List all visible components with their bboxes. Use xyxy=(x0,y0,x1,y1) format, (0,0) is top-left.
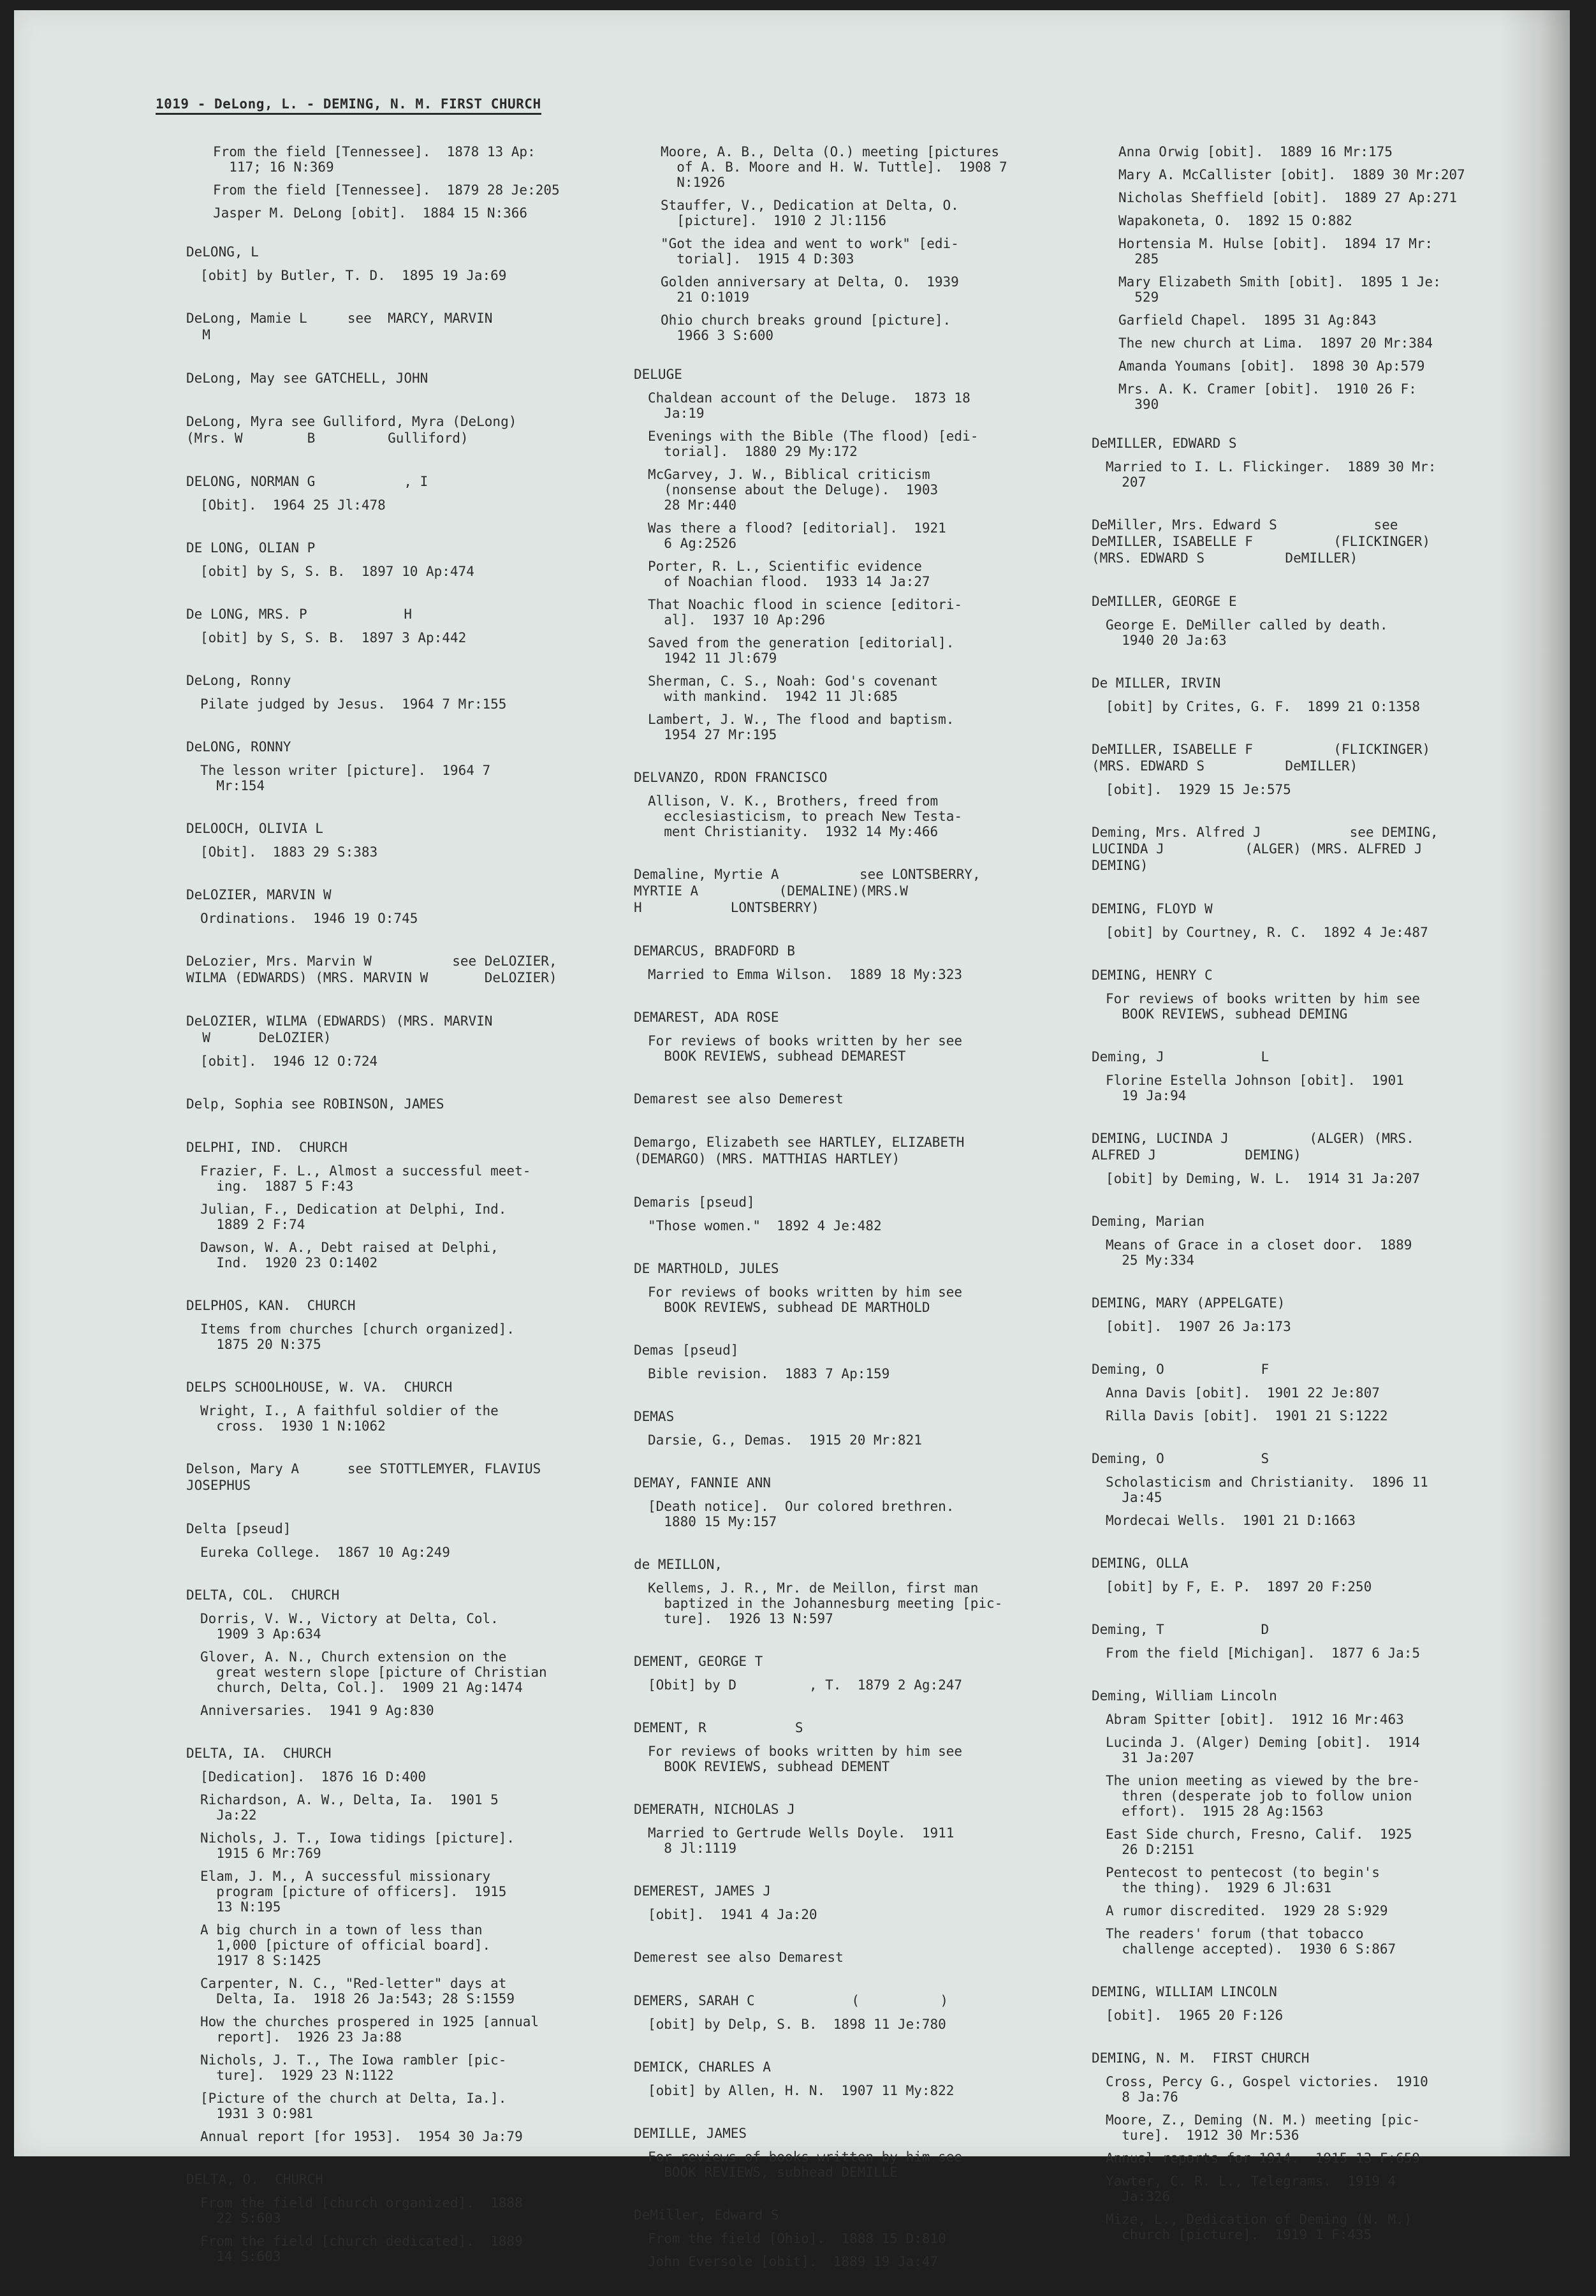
citation: Moore, Z., Deming (N. M.) meeting [pic- ture]. 1912 30 Mr:536 xyxy=(1106,2112,1421,2143)
index-entry xyxy=(634,1009,1074,1064)
index-entry xyxy=(634,1556,1074,1626)
column-3 xyxy=(1092,144,1532,2269)
entry-heading: Demarest see also Demerest xyxy=(634,1091,844,1107)
index-entry xyxy=(186,672,626,712)
citation: From the field [Ohio]. 1888 15 D:810 xyxy=(648,2231,946,2246)
citation: Mary Elizabeth Smith [obit]. 1895 1 Je: 529 xyxy=(1118,274,1441,305)
citation: For reviews of books written by her see BOOK REVIEWS, subhead DEMAREST xyxy=(648,1033,963,1064)
entry-heading: DELPHOS, KAN. CHURCH xyxy=(186,1298,356,1313)
column-1 xyxy=(186,144,626,2291)
entry-heading: Deming, J L xyxy=(1092,1049,1270,1064)
index-entry xyxy=(1092,1983,1532,2023)
citation: Saved from the generation [editorial]. 1942 11 Jl:679 xyxy=(648,635,955,666)
index-entry xyxy=(186,2171,626,2264)
entry-heading: Demas [pseud] xyxy=(634,1343,739,1358)
citation: For reviews of books written by him see BOOK REVIEWS, subhead DEMILLE xyxy=(648,2149,963,2180)
citation: East Side church, Fresno, Calif. 1925 26 D:2151 xyxy=(1106,1827,1412,1857)
entry-heading: DeMILLER, GEORGE E xyxy=(1092,594,1237,609)
index-entry xyxy=(1092,1555,1532,1594)
citation: Annual reports for 1914. 1915 13 F:659 xyxy=(1106,2151,1421,2166)
column-2 xyxy=(634,144,1074,2296)
citation: Carpenter, N. C., "Red-letter" days at Delta, Ia. 1918 26 Ja:543; 28 S:1559 xyxy=(200,1976,515,2006)
index-entry xyxy=(634,1801,1074,1856)
index-entry xyxy=(1092,1688,1532,1957)
index-entry xyxy=(634,1260,1074,1315)
citation: [Picture of the church at Delta, Ia.]. 1931 3 O:981 xyxy=(200,2091,507,2121)
citation: Annual report [for 1953]. 1954 30 Ja:79 xyxy=(200,2129,523,2144)
index-entry xyxy=(186,820,626,860)
citation: From the field [church dedicated]. 1889 14 S:603 xyxy=(200,2233,523,2264)
index-entry xyxy=(634,1342,1074,1381)
citation: John Eversole [obit]. 1889 19 Ja:47 xyxy=(648,2254,939,2269)
index-entry xyxy=(186,473,626,513)
citation: "Got the idea and went to work" [edi- torial]. 1915 4 D:303 xyxy=(661,236,959,267)
index-entry xyxy=(186,1379,626,1434)
citation: [obit] by S, S. B. 1897 10 Ap:474 xyxy=(200,564,474,579)
entry-heading: Deming, O S xyxy=(1092,1451,1270,1466)
index-entry xyxy=(634,1653,1074,1693)
index-entry xyxy=(634,2059,1074,2098)
citation: Cross, Percy G., Gospel victories. 1910 8 Ja:76 xyxy=(1106,2074,1428,2105)
index-entry xyxy=(1092,1213,1532,1268)
index-entry xyxy=(1092,1361,1532,1424)
entry-heading: Deming, Marian xyxy=(1092,1214,1205,1229)
citation: The union meeting as viewed by the bre- thren (desperate job to follow union effort). 1915 28 Ag:1563 xyxy=(1106,1773,1421,1819)
index-entry xyxy=(634,1992,1074,2032)
index-entry xyxy=(634,1408,1074,1448)
index-entry xyxy=(634,1949,1074,1966)
entry-heading: DELPHI, IND. CHURCH xyxy=(186,1140,348,1155)
entry-heading: DELUGE xyxy=(634,367,682,382)
citation: For reviews of books written by him see BOOK REVIEWS, subhead DEMING xyxy=(1106,991,1421,1022)
citation: Nichols, J. T., Iowa tidings [picture]. 1915 6 Mr:769 xyxy=(200,1830,515,1861)
citation: Garfield Chapel. 1895 31 Ag:843 xyxy=(1118,313,1377,328)
citation: "Those women." 1892 4 Je:482 xyxy=(648,1218,882,1233)
entry-heading: Delp, Sophia see ROBINSON, JAMES xyxy=(186,1096,444,1112)
continued-entry xyxy=(186,144,626,221)
citation: Mize, L., Dedication of Deming (N. M.) church [picture]. 1919 1 F:435 xyxy=(1106,2212,1412,2242)
entry-heading: DeLOZIER, WILMA (EDWARDS) (MRS. MARVIN W DeLOZIER) xyxy=(186,1013,493,1045)
citation: Porter, R. L., Scientific evidence of Noachian flood. 1933 14 Ja:27 xyxy=(648,559,930,589)
citation: A big church in a town of less than 1,000 [picture of official board]. 1917 8 S:1425 xyxy=(200,1922,491,1968)
index-entry xyxy=(186,1297,626,1352)
entry-heading: Deming, William Lincoln xyxy=(1092,1688,1277,1704)
citation: For reviews of books written by him see BOOK REVIEWS, subhead DEMENT xyxy=(648,1744,963,1774)
citation: Married to Gertrude Wells Doyle. 1911 8 Jl:1119 xyxy=(648,1825,955,1856)
citation: The new church at Lima. 1897 20 Mr:384 xyxy=(1118,335,1433,351)
citation: [obit] by Crites, G. F. 1899 21 O:1358 xyxy=(1106,699,1421,714)
index-entry xyxy=(186,1096,626,1112)
entry-heading: De LONG, MRS. P H xyxy=(186,607,413,622)
entry-heading: DEMENT, GEORGE T xyxy=(634,1654,763,1669)
citation: [obit] by Courtney, R. C. 1892 4 Je:487 xyxy=(1106,925,1428,940)
entry-heading: Demaris [pseud] xyxy=(634,1195,755,1210)
citation: Eureka College. 1867 10 Ag:249 xyxy=(200,1545,450,1560)
citation: Scholasticism and Christianity. 1896 11 Ja:45 xyxy=(1106,1475,1428,1505)
citation: [obit] by S, S. B. 1897 3 Ap:442 xyxy=(200,630,467,645)
entry-heading: DeLOZIER, MARVIN W xyxy=(186,887,332,902)
citation: Chaldean account of the Deluge. 1873 18 Ja:19 xyxy=(648,390,970,421)
entry-heading: DEMICK, CHARLES A xyxy=(634,2059,771,2075)
index-page xyxy=(14,10,1570,2269)
index-entry xyxy=(1092,1450,1532,1528)
citation: [Obit]. 1964 25 Jl:478 xyxy=(200,497,386,513)
citation: Was there a flood? [editorial]. 1921 6 Ag:2526 xyxy=(648,520,946,551)
citation: The lesson writer [picture]. 1964 7 Mr:154 xyxy=(200,763,491,793)
citation: Rilla Davis [obit]. 1901 21 S:1222 xyxy=(1106,1408,1388,1424)
citation: Kellems, J. R., Mr. de Meillon, first man baptized in the Johannesburg meeting [pic- ture]. 1926 13 N:597 xyxy=(648,1580,1003,1626)
entry-heading: DeMILLER, EDWARD S xyxy=(1092,436,1237,451)
citation: [Obit]. 1883 29 S:383 xyxy=(200,844,378,860)
citation: [obit]. 1907 26 Ja:173 xyxy=(1106,1319,1291,1334)
entry-heading: DELVANZO, RDON FRANCISCO xyxy=(634,770,828,785)
entry-heading: DEMEREST, JAMES J xyxy=(634,1883,771,1899)
citation: That Noachic flood in science [editori- al]. 1937 10 Ap:296 xyxy=(648,597,963,628)
index-entry xyxy=(634,866,1074,916)
citation: Nichols, J. T., The Iowa rambler [pic- ture]. 1929 23 N:1122 xyxy=(200,2052,507,2083)
citation: Mrs. A. K. Cramer [obit]. 1910 26 F: 390 xyxy=(1118,381,1417,412)
entry-heading: DeLozier, Mrs. Marvin W see DeLOZIER, WILMA (EDWARDS) (MRS. MARVIN W DeLOZIER) xyxy=(186,953,557,985)
entry-heading: DEMING, WILLIAM LINCOLN xyxy=(1092,1984,1277,1999)
entry-heading: De MILLER, IRVIN xyxy=(1092,675,1221,691)
citation: Wright, I., A faithful soldier of the cross. 1930 1 N:1062 xyxy=(200,1403,499,1434)
index-entry xyxy=(186,244,626,283)
citation: Mary A. McCallister [obit]. 1889 30 Mr:207 xyxy=(1118,167,1465,182)
entry-heading: DeMiller, Mrs. Edward S see DeMILLER, ISABELLE F (FLICKINGER) (MRS. EDWARD S DeMILLER) xyxy=(1092,517,1431,566)
index-entry xyxy=(634,2207,1074,2269)
entry-heading: DEMING, MARY (APPELGATE) xyxy=(1092,1295,1285,1311)
citation: For reviews of books written by him see BOOK REVIEWS, subhead DE MARTHOLD xyxy=(648,1284,963,1315)
entry-heading: DeLong, Mamie L see MARCY, MARVIN M xyxy=(186,311,493,342)
citation: Married to Emma Wilson. 1889 18 My:323 xyxy=(648,967,963,982)
citation: From the field [church organized]. 1888 22 S:603 xyxy=(200,2195,523,2226)
index-entry xyxy=(186,413,626,446)
index-entry xyxy=(186,1520,626,1560)
citation: Pilate judged by Jesus. 1964 7 Mr:155 xyxy=(200,696,507,712)
index-entry xyxy=(186,1461,626,1494)
index-entry xyxy=(634,2125,1074,2180)
citation: [obit] by Deming, W. L. 1914 31 Ja:207 xyxy=(1106,1171,1421,1186)
citation: From the field [Michigan]. 1877 6 Ja:5 xyxy=(1106,1645,1421,1661)
entry-heading: DeLONG, L xyxy=(186,244,259,260)
entry-heading: Demaline, Myrtie A see LONTSBERRY, MYRTIE A (DEMALINE)(MRS.W H LONTSBERRY) xyxy=(634,867,981,915)
citation: Hortensia M. Hulse [obit]. 1894 17 Mr: 285 xyxy=(1118,236,1433,267)
index-entry xyxy=(1092,741,1532,797)
citation: Florine Estella Johnson [obit]. 1901 19 Ja:94 xyxy=(1106,1073,1404,1103)
entry-heading: Delson, Mary A see STOTTLEMYER, FLAVIUS JOSEPHUS xyxy=(186,1461,541,1493)
running-head: 1019 - DeLong, L. - DEMING, N. M. FIRST CHURCH xyxy=(156,96,541,115)
index-entry xyxy=(1092,2050,1532,2242)
index-entry xyxy=(186,1013,626,1069)
entry-heading: DEMING, OLLA xyxy=(1092,1556,1189,1571)
citation: Abram Spitter [obit]. 1912 16 Mr:463 xyxy=(1106,1712,1404,1727)
index-entry xyxy=(186,953,626,986)
entry-heading: DEMENT, R S xyxy=(634,1720,803,1735)
citation: Wapakoneta, O. 1892 15 O:882 xyxy=(1118,213,1352,228)
citation: From the field [Tennessee]. 1878 13 Ap: 117; 16 N:369 xyxy=(213,144,536,175)
index-entry xyxy=(186,606,626,645)
citation: Julian, F., Dedication at Delphi, Ind. 1889 2 F:74 xyxy=(200,1202,507,1232)
citation: [obit] by Allen, H. N. 1907 11 My:822 xyxy=(648,2083,955,2098)
index-entry xyxy=(1092,675,1532,714)
entry-heading: DEMING, FLOYD W xyxy=(1092,901,1213,916)
citation: Anna Davis [obit]. 1901 22 Je:807 xyxy=(1106,1385,1380,1401)
entry-heading: DEMILLE, JAMES xyxy=(634,2126,747,2141)
entry-heading: DE LONG, OLIAN P xyxy=(186,540,316,556)
citation: Nicholas Sheffield [obit]. 1889 27 Ap:271 xyxy=(1118,190,1458,205)
citation: [obit] by F, E. P. 1897 20 F:250 xyxy=(1106,1579,1372,1594)
citation: [obit]. 1965 20 F:126 xyxy=(1106,2008,1284,2023)
entry-heading: Demerest see also Demarest xyxy=(634,1950,844,1965)
citation: Sherman, C. S., Noah: God's covenant with mankind. 1942 11 Jl:685 xyxy=(648,673,939,704)
citation: Glover, A. N., Church extension on the great western slope [picture of Christian church, Delta, Col.]. 1909 21 Ag:1474 xyxy=(200,1649,547,1695)
index-entry xyxy=(186,1587,626,1718)
citation: [obit]. 1946 12 O:724 xyxy=(200,1054,378,1069)
citation: Dawson, W. A., Debt raised at Delphi, Ind. 1920 23 O:1402 xyxy=(200,1240,499,1270)
citation: Amanda Youmans [obit]. 1898 30 Ap:579 xyxy=(1118,358,1425,374)
citation: George E. DeMiller called by death. 1940 20 Ja:63 xyxy=(1106,617,1388,648)
entry-heading: DELPS SCHOOLHOUSE, W. VA. CHURCH xyxy=(186,1380,453,1395)
index-entry xyxy=(634,366,1074,742)
citation: Frazier, F. L., Almost a successful meet- ing. 1887 5 F:43 xyxy=(200,1163,531,1194)
index-entry xyxy=(634,1091,1074,1107)
index-entry xyxy=(186,739,626,793)
index-entry xyxy=(1092,517,1532,566)
citation: Items from churches [church organized]. 1875 20 N:375 xyxy=(200,1321,515,1352)
entry-heading: DEMAS xyxy=(634,1409,675,1424)
index-entry xyxy=(1092,1130,1532,1186)
index-entry xyxy=(1092,435,1532,490)
entry-heading: DeLong, May see GATCHELL, JOHN xyxy=(186,371,428,386)
citation: Means of Grace in a closet door. 1889 25 My:334 xyxy=(1106,1237,1412,1268)
citation: A rumor discredited. 1929 28 S:929 xyxy=(1106,1903,1388,1918)
entry-heading: DEMARCUS, BRADFORD B xyxy=(634,943,795,959)
continued-entry xyxy=(1092,144,1532,412)
entry-heading: DeMiller, Edward S xyxy=(634,2207,779,2223)
index-entry xyxy=(634,1719,1074,1774)
index-entry xyxy=(634,769,1074,839)
entry-heading: DEMERATH, NICHOLAS J xyxy=(634,1802,795,1817)
index-entry xyxy=(186,310,626,343)
entry-heading: DEMAY, FANNIE ANN xyxy=(634,1475,771,1490)
entry-heading: DE MARTHOLD, JULES xyxy=(634,1261,779,1276)
index-entry xyxy=(634,1475,1074,1529)
entry-heading: Delta [pseud] xyxy=(186,1521,291,1536)
citation: Golden anniversary at Delta, O. 1939 21 O:1019 xyxy=(661,274,959,305)
citation: Married to I. L. Flickinger. 1889 30 Mr: 207 xyxy=(1106,459,1437,490)
citation: Elam, J. M., A successful missionary program [picture of officers]. 1915 13 N:195 xyxy=(200,1869,507,1915)
entry-heading: DELTA, IA. CHURCH xyxy=(186,1746,332,1761)
citation: Anniversaries. 1941 9 Ag:830 xyxy=(200,1703,434,1718)
citation: Yawter, C. R. L., Telegrams. 1919 4 Ja:326 xyxy=(1106,2174,1396,2204)
citation: Jasper M. DeLong [obit]. 1884 15 N:366 xyxy=(213,205,528,221)
entry-heading: DeMILLER, ISABELLE F (FLICKINGER) (MRS. EDWARD S DeMILLER) xyxy=(1092,742,1431,774)
citation: Evenings with the Bible (The flood) [edi- torial]. 1880 29 My:172 xyxy=(648,429,979,459)
citation: Stauffer, V., Dedication at Delta, O. [picture]. 1910 2 Jl:1156 xyxy=(661,198,959,228)
citation: McGarvey, J. W., Biblical criticism (nonsense about the Deluge). 1903 28 Mr:440 xyxy=(648,467,939,513)
entry-heading: DELTA, O. CHURCH xyxy=(186,2172,323,2187)
entry-heading: DeLong, Ronny xyxy=(186,673,291,688)
index-entry xyxy=(186,540,626,579)
index-entry xyxy=(634,1134,1074,1167)
citation: Anna Orwig [obit]. 1889 16 Mr:175 xyxy=(1118,144,1393,159)
index-entry xyxy=(1092,1621,1532,1661)
entry-heading: DELONG, NORMAN G , I xyxy=(186,474,428,489)
citation: Lucinda J. (Alger) Deming [obit]. 1914 31 Ja:207 xyxy=(1106,1735,1421,1765)
citation: Allison, V. K., Brothers, freed from ecclesiasticism, to preach New Testa- ment Christianity. 1932 14 My:466 xyxy=(648,793,963,839)
citation: How the churches prospered in 1925 [annual report]. 1926 23 Ja:88 xyxy=(200,2014,539,2045)
citation: [Obit] by D , T. 1879 2 Ag:247 xyxy=(648,1677,963,1693)
index-entry xyxy=(1092,593,1532,648)
entry-heading: Deming, Mrs. Alfred J see DEMING, LUCINDA J (ALGER) (MRS. ALFRED J DEMING) xyxy=(1092,825,1439,873)
citation: Ordinations. 1946 19 O:745 xyxy=(200,911,418,926)
index-entry xyxy=(1092,901,1532,940)
entry-heading: Demargo, Elizabeth see HARTLEY, ELIZABETH (DEMARGO) (MRS. MATTHIAS HARTLEY) xyxy=(634,1135,965,1166)
citation: [obit]. 1929 15 Je:575 xyxy=(1106,782,1291,797)
citation: The readers' forum (that tobacco challenge accepted). 1930 6 S:867 xyxy=(1106,1926,1396,1957)
index-entry xyxy=(1092,1295,1532,1334)
citation: Pentecost to pentecost (to begin's the thing). 1929 6 Jl:631 xyxy=(1106,1865,1380,1895)
entry-heading: DeLONG, RONNY xyxy=(186,739,291,754)
entry-heading: DEMING, LUCINDA J (ALGER) (MRS. ALFRED J DEMING) xyxy=(1092,1131,1414,1163)
citation: From the field [Tennessee]. 1879 28 Je:205 xyxy=(213,182,560,198)
index-entry xyxy=(1092,967,1532,1022)
citation: [obit]. 1941 4 Ja:20 xyxy=(648,1907,817,1922)
index-entry xyxy=(634,943,1074,982)
entry-heading: DEMAREST, ADA ROSE xyxy=(634,1010,779,1025)
index-entry xyxy=(634,1883,1074,1922)
entry-heading: DEMERS, SARAH C ( ) xyxy=(634,1993,949,2008)
index-entry xyxy=(186,370,626,386)
index-entry xyxy=(186,1139,626,1270)
citation: [obit] by Delp, S. B. 1898 11 Je:780 xyxy=(648,2017,946,2032)
index-entry xyxy=(1092,1049,1532,1103)
citation: Lambert, J. W., The flood and baptism. 1954 27 Mr:195 xyxy=(648,712,955,742)
entry-heading: Deming, T D xyxy=(1092,1622,1270,1637)
entry-heading: DELOOCH, OLIVIA L xyxy=(186,821,323,836)
citation: [obit] by Butler, T. D. 1895 19 Ja:69 xyxy=(200,268,507,283)
index-entry xyxy=(186,887,626,926)
citation: Dorris, V. W., Victory at Delta, Col. 1909 3 Ap:634 xyxy=(200,1611,499,1642)
entry-heading: DEMING, N. M. FIRST CHURCH xyxy=(1092,2050,1310,2066)
index-entry xyxy=(634,1194,1074,1233)
citation: [Death notice]. Our colored brethren. 1880 15 My:157 xyxy=(648,1499,955,1529)
index-entry xyxy=(186,1745,626,2144)
entry-heading: DEMING, HENRY C xyxy=(1092,968,1213,983)
citation: Richardson, A. W., Delta, Ia. 1901 5 Ja:22 xyxy=(200,1792,499,1823)
entry-heading: Deming, O F xyxy=(1092,1362,1270,1377)
index-entry xyxy=(1092,824,1532,874)
continued-entry xyxy=(634,144,1074,343)
citation: Darsie, G., Demas. 1915 20 Mr:821 xyxy=(648,1432,922,1448)
citation: Ohio church breaks ground [picture]. 1966 3 S:600 xyxy=(661,313,951,343)
entry-heading: DeLong, Myra see Gulliford, Myra (DeLong) (Mrs. W B Gulliford) xyxy=(186,414,517,446)
entry-heading: de MEILLON, xyxy=(634,1557,723,1572)
citation: Moore, A. B., Delta (O.) meeting [pictures of A. B. Moore and H. W. Tuttle]. 1908 7 N:1926 xyxy=(661,144,1007,190)
citation: Mordecai Wells. 1901 21 D:1663 xyxy=(1106,1513,1356,1528)
citation: [Dedication]. 1876 16 D:400 xyxy=(200,1769,427,1785)
entry-heading: DELTA, COL. CHURCH xyxy=(186,1587,340,1603)
citation: Bible revision. 1883 7 Ap:159 xyxy=(648,1366,890,1381)
